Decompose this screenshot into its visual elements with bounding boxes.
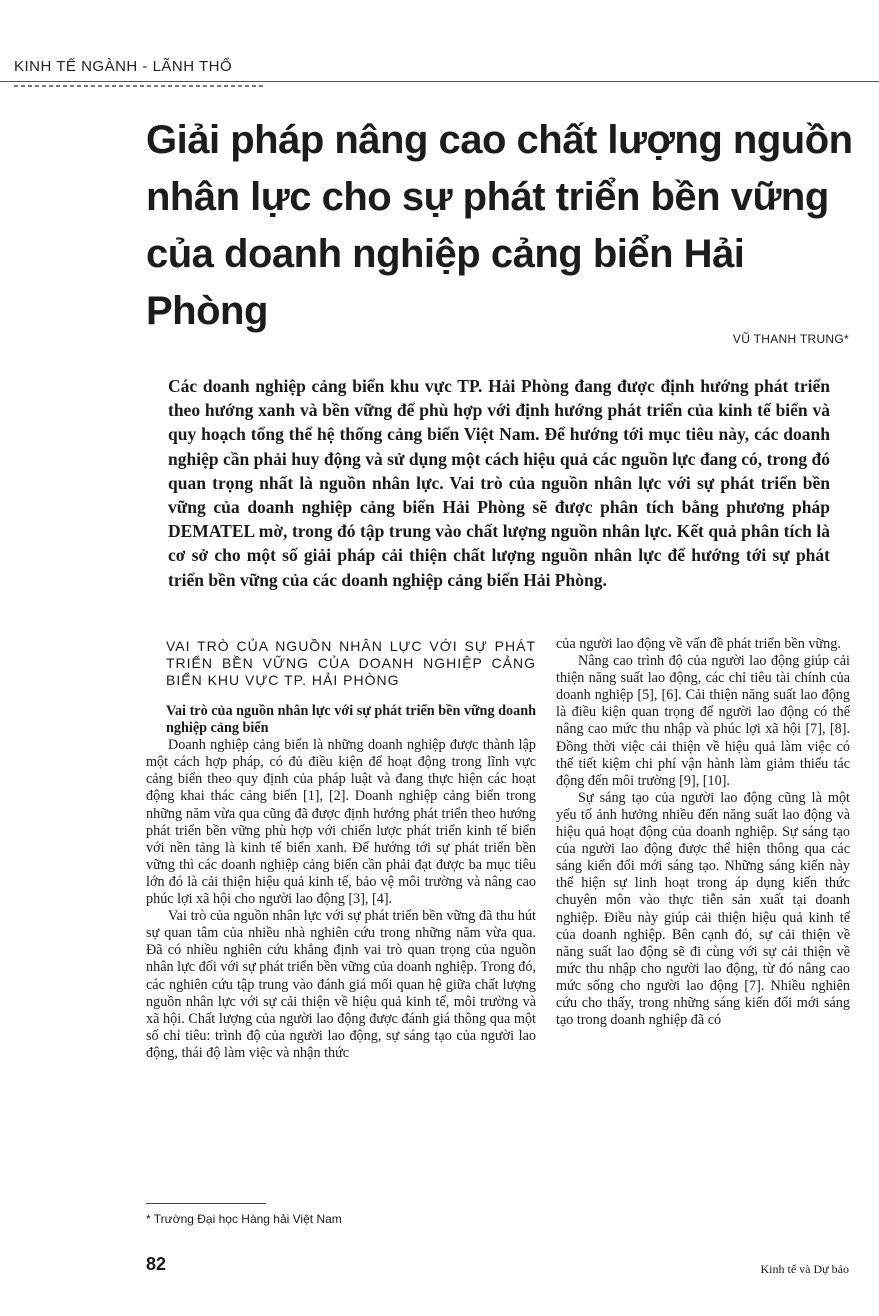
header-rule-dashed — [14, 85, 264, 87]
right-column — [556, 636, 850, 1029]
paragraph: Sự sáng tạo của người lao động cũng là một yếu tố ảnh hưởng nhiều đến năng suất lao động và hiệu quả hoạt động của doanh nghiệp. Sự sáng tạo của người lao động được thể hiện thông qua các sáng kiến đổi mới sáng tạo. Những sáng kiến này thể hiện sự linh hoạt trong áp dụng kiến thức chuyên môn vào thực tiễn sản xuất tại doanh nghiệp. Điều này giúp cải thiện hiệu quả kinh tế của doanh nghiệp. Bên cạnh đó, sự cải thiện về năng suất lao động sẽ đi cùng với sự cải thiện về mức thu nhập cho người lao động, từ đó nâng cao mức sống cho người lao động [7]. Nhiều nghiên cứu cho thấy, trong những sáng kiến đổi mới sáng tạo trong doanh nghiệp đã có — [556, 789, 850, 1029]
header-rule — [0, 81, 879, 82]
paragraph: Doanh nghiệp cảng biển là những doanh nghiệp được thành lập một cách hợp pháp, có đủ điều kiện để hoạt động trong lĩnh vực cảng biển theo quy định của pháp luật và đang thực hiện các hoạt động khai thác cảng biển [1], [2]. Doanh nghiệp cảng biển trong những năm vừa qua cũng đã được định hướng phát triển theo hướng phát triển bền vững phù hợp với chiến lược phát triển kinh tế biển với nền tảng là kinh tế biển xanh. Để hướng tới sự phát triển bền vững thì các doanh nghiệp cảng biển cần phải đạt được ba mục tiêu lớn đó là cải thiện hiệu quả kinh tế, bảo vệ môi trường và nâng cao phúc lợi xã hội cho người lao động [3], [4]. — [146, 737, 536, 908]
abstract: Các doanh nghiệp cảng biển khu vực TP. Hải Phòng đang được định hướng phát triển theo hướng xanh và bền vững để phù hợp với định hướng phát triển của kinh tế biển và quy hoạch tổng thể hệ thống cảng biển Việt Nam. Để hướng tới mục tiêu này, các doanh nghiệp cần phải huy động và sử dụng một cách hiệu quả các nguồn lực đang có, trong đó quan trọng nhất là nguồn nhân lực. Vai trò của nguồn nhân lực với sự phát triển bền vững của doanh nghiệp cảng biển Hải Phòng sẽ được phân tích bằng phương pháp DEMATEL mờ, trong đó tập trung vào chất lượng nguồn nhân lực. Kết quả phân tích là cơ sở cho một số giải pháp cải thiện chất lượng nguồn nhân lực để hướng tới sự phát triển bền vững của các doanh nghiệp cảng biển Hải Phòng. — [168, 376, 830, 590]
page-number: 82 — [146, 1254, 167, 1274]
subheading: Vai trò của nguồn nhân lực với sự phát triển bền vững doanh nghiệp cảng biển — [166, 703, 536, 737]
left-column — [146, 636, 536, 1062]
paragraph: Nâng cao trình độ của người lao động giúp cải thiện năng suất lao động, các chỉ tiêu tài chính của doanh nghiệp [5], [6]. Cải thiện năng suất lao động là điều kiện quan trọng để người lao động có thể nâng cao mức thu nhập và phúc lợi xã hội [7], [8]. Đồng thời việc cải thiện về hiệu quả làm việc có thể tiết kiệm chi phí vận hành làm giảm thiểu tác động đến môi trường [9], [10]. — [556, 653, 850, 789]
footnote-rule — [146, 1203, 266, 1204]
journal-name: Kinh tế và Dự báo — [760, 1262, 849, 1276]
author-name: VŨ THANH TRUNG* — [732, 332, 849, 346]
section-heading: VAI TRÒ CỦA NGUỒN NHÂN LỰC VỚI SỰ PHÁT TRIỂN BỀN VỮNG CỦA DOANH NGHIỆP CẢNG BIỂN KHU VỰC TP. HẢI PHÒNG — [166, 638, 536, 688]
paragraph: Vai trò của nguồn nhân lực với sự phát triển bền vững đã thu hút sự quan tâm của nhiều nhà nghiên cứu trong những năm vừa qua. Đã có nhiều nghiên cứu khẳng định vai trò quan trọng của nguồn nhân lực đối với sự phát triển bền vững của doanh nghiệp. Trong đó, các nghiên cứu tập trung vào đánh giá mối quan hệ giữa chất lượng nguồn nhân lực với sự cải thiện về hiệu quả kinh tế, môi trường và xã hội. Chất lượng của người lao động được đánh giá thông qua một số chỉ tiêu: trình độ của người lao động, sự sáng tạo của người lao động, thái độ làm việc và nhận thức — [146, 908, 536, 1061]
footnote: * Trường Đại học Hàng hải Việt Nam — [146, 1212, 342, 1226]
article-title: Giải pháp nâng cao chất lượng nguồn nhân lực cho sự phát triển bền vững của doanh nghiệp cảng biển Hải Phòng — [146, 118, 853, 333]
section-label: KINH TẾ NGÀNH - LÃNH THỔ — [14, 58, 233, 75]
paragraph: của người lao động về vấn đề phát triển bền vững. — [556, 636, 841, 652]
